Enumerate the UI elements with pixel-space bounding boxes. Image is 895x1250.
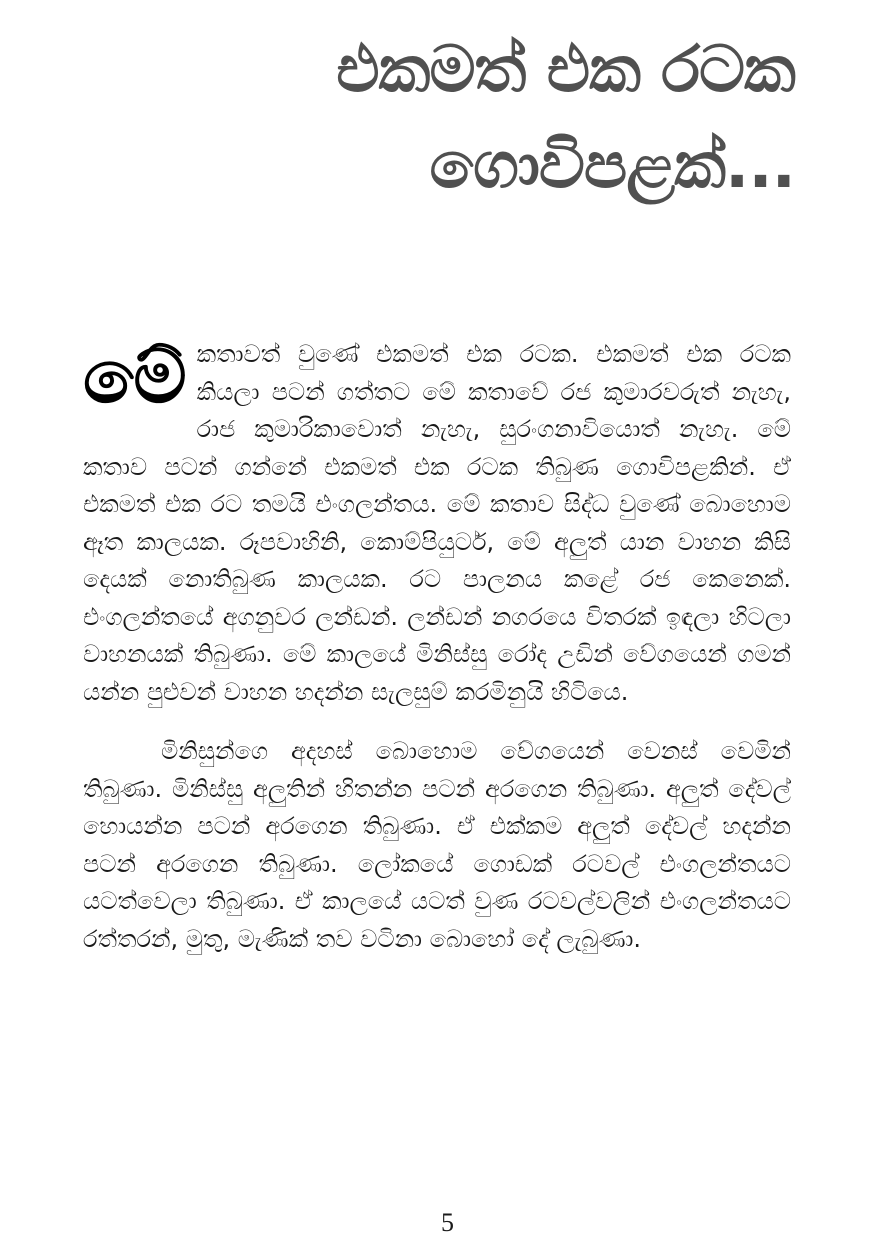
paragraph-1 bbox=[83, 336, 791, 711]
drop-cap: මේ bbox=[83, 334, 187, 420]
paragraph-2: මිනිසුන්ගෙ අදහස් බොහොම වේගයෙන් වෙනස් වෙමින් තිබුණා. මිනිස්සු අලුතින් හිතන්න පටන් අරගෙන තිබුණා. අලුත් දේවල් හොයන්න පටන් අරගෙන තිබුණා. ඒ එක්කම අලුත් දේවල් හදන්න පටන් අරගෙන තිබුණා. ලෝකයේ ගොඩක් රටවල් එංගලන්තයට යටත්වෙලා තිබුණා. ඒ කාලයේ යටත් වුණ රටවල්වලින් එංගලන්තයට රත්තරන්, මුතු, මැණික් තව වටිනා බොහෝ දේ ලැබුණා. bbox=[83, 737, 791, 953]
paragraph-1-text: කතාවත් වුණේ එකමත් එක රටක. එකමත් එක රටක කියලා පටන් ගත්තට මේ කතාවේ රජ කුමාරවරුත් නැහැ, රාජ කුමාරිකාවොත් නැහැ, සුරංගනාවියොත් නැහැ. මේ කතාව පටන් ගන්නේ එකමත් එක රටක තිබුණ ගොවිපළකින්. ඒ එකමත් එක රට තමයි එංගලන්තය. මේ කතාව සිද්ධ වුණේ බොහොම ඈත කාලයක. රූපවාහිනි, කොම්පියුටර්, මේ අලුත් යාන වාහන කිසි දෙයක් නොතිබුණ කාලයක. රට පාලනය කළේ රජ කෙනෙක්. එංගලන්තයේ අගනුවර ලන්ඩන්. ලන්ඩන් නගරයෙ විතරක් ඉඳලා හිටලා වාහනයක් තිබුණා. මේ කාලයේ මිනිස්සු රෝද උඩින් වේගයෙන් ගමන් යන්න පුළුවන් වාහන හදන්න සැලසුම් කරමිනුයි හිටියෙ. bbox=[83, 340, 791, 706]
page-number: 5 bbox=[441, 1208, 454, 1237]
chapter-title bbox=[95, 22, 795, 214]
chapter-title-line-1: එකමත් එක රටක bbox=[336, 33, 795, 107]
story-body bbox=[83, 336, 791, 958]
chapter-title-line-2: ගොවිපළක්... bbox=[429, 129, 795, 203]
